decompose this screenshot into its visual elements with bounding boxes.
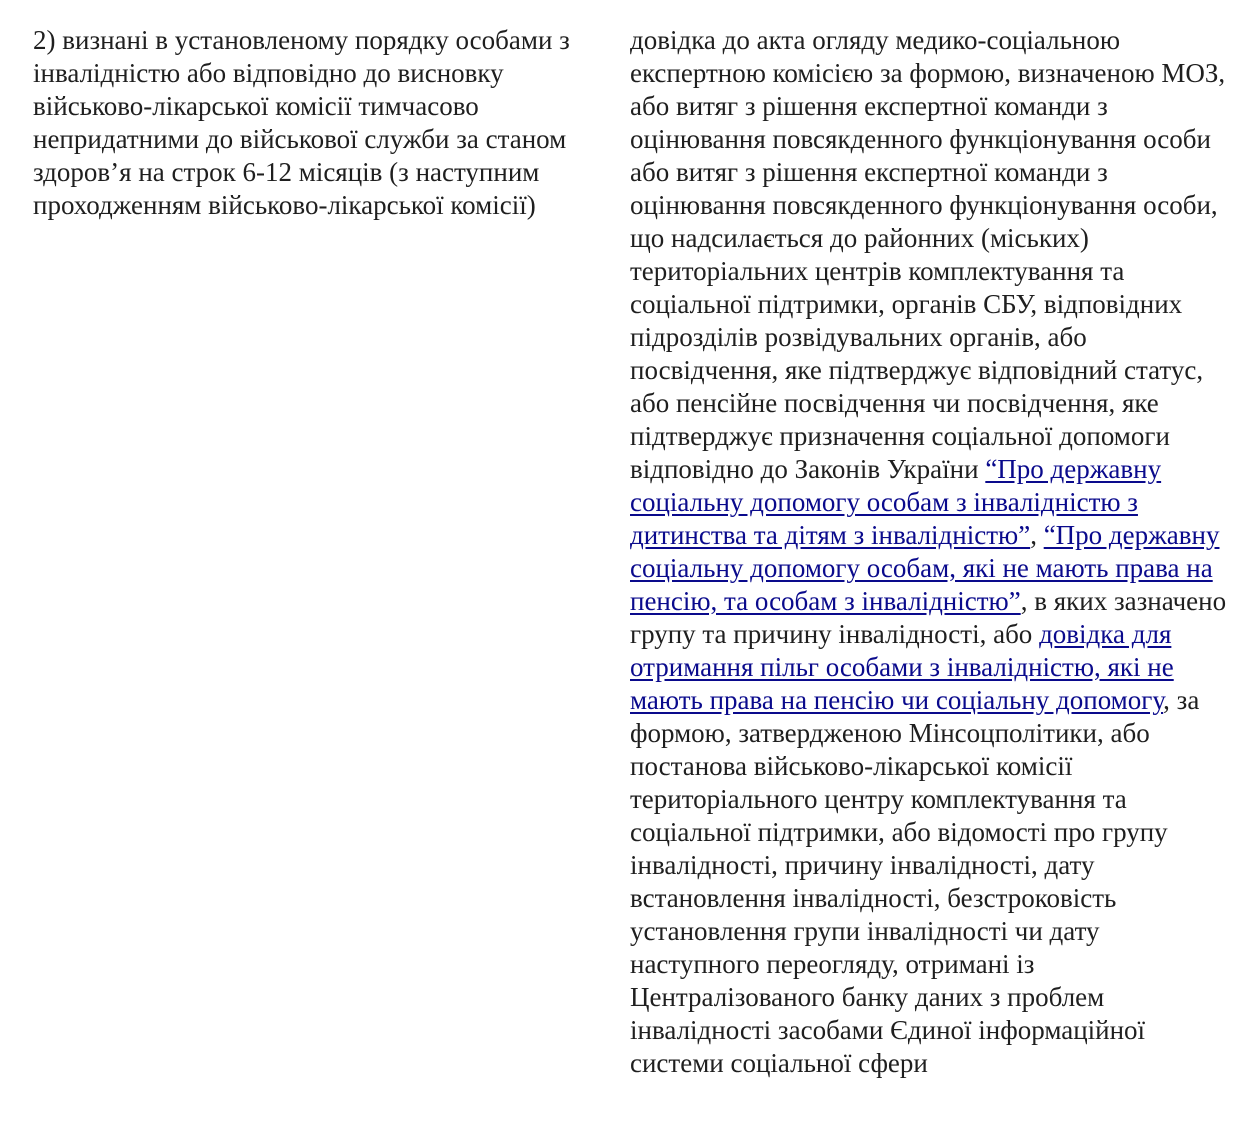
category-text: 2) визнані в установленому порядку особами з інвалідністю або відповідно до висновку військово-лікарської комісії тимчасово непридатними до військової служби за станом здоров’я на строк 6-12 місяців (з наступним проходженням військово-лікарської комісії): [33, 25, 570, 220]
table-cell-documents: [630, 24, 1230, 1080]
law-link-disability-from-childhood[interactable]: “Про державну соціальну допомогу особам з інвалідністю з дитинства та дітям з інвалідністю”: [630, 454, 1162, 550]
documents-text-part3: , за формою, затвердженою Мінсоцполітики, або постанова військово-лікарської комісії територіального центру комплектування та соціальної підтримки, або відомості про групу інвалідності, причину інвалідності, дату встановлення інвалідності, безстроковість установлення групи інвалідності чи дату наступного переогляду, отримані із Централізованого банку даних з проблем інвалідності засобами Єдиної інформаційної системи соціальної сфери: [630, 685, 1200, 1078]
benefits-certificate-link[interactable]: довідка для отримання пільг особами з інвалідністю, які не мають права на пенсію чи соціальну допомогу: [630, 619, 1174, 715]
documents-text: [630, 24, 1230, 1080]
documents-text-part1: довідка до акта огляду медико-соціальною експертною комісією за формою, визначеною МОЗ, або витяг з рішення експертної команди з оцінювання повсякденного функціонування особи або витяг з рішення експертної команди з оцінювання повсякденного функціонування особи, що надсилається до районних (міських) територіальних центрів комплектування та соціальної підтримки, органів СБУ, відповідних підрозділів розвідувальних органів, або посвідчення, яке підтверджує відповідний статус, або пенсійне посвідчення чи посвідчення, яке підтверджує призначення соціальної допомоги відповідно до Законів України: [630, 25, 1226, 484]
table-cell-category: [33, 24, 613, 222]
law-link-no-pension-rights[interactable]: “Про державну соціальну допомогу особам, які не мають права на пенсію, та особам з інвалідністю”: [630, 520, 1220, 616]
documents-text-part2: , в яких зазначено групу та причину інвалідності, або: [630, 586, 1227, 649]
documents-text-separator: ,: [1030, 520, 1044, 550]
